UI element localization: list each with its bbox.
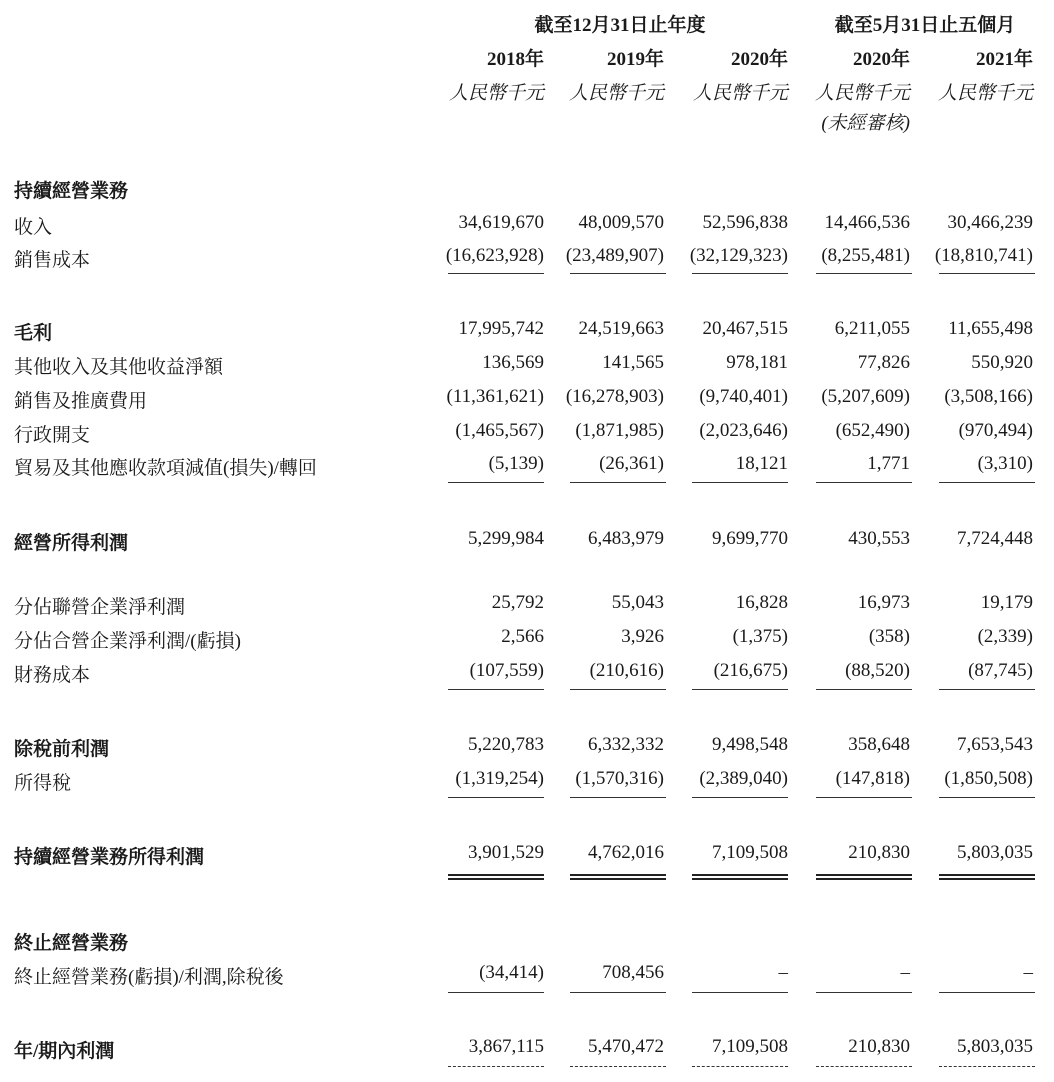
- row-admin-expenses-label: 行政開支: [14, 425, 91, 446]
- row-profit-continuing-label: 持續經營業務所得利潤: [14, 847, 205, 868]
- header-unit-2020: 人民幣千元: [692, 83, 788, 104]
- row-discontinued-result-value-2: –: [778, 962, 788, 983]
- row-other-income-value-2: 978,181: [726, 352, 788, 373]
- rule-after-impairment-2: [692, 482, 788, 483]
- row-income-tax-value-3: (147,818): [835, 768, 910, 789]
- rule-after-finance-costs-4: [939, 689, 1035, 690]
- row-other-income-value-0: 136,569: [482, 352, 544, 373]
- section-discontinued-operations-label: 終止經營業務: [14, 933, 129, 954]
- row-discontinued-result-label: 終止經營業務(虧損)/利潤,除稅後: [14, 967, 284, 988]
- header-unit-2018: 人民幣千元: [448, 83, 544, 104]
- row-cost-of-sales-value-2: (32,129,323): [689, 245, 788, 266]
- row-selling-expenses-value-4: (3,508,166): [944, 386, 1033, 407]
- header-year-2021-interim: 2021年: [975, 49, 1033, 70]
- row-other-income-value-3: 77,826: [857, 352, 910, 373]
- rule-after-cost-of-sales-0: [448, 273, 544, 274]
- row-discontinued-result-value-4: –: [1023, 962, 1033, 983]
- rule-after-discontinued-0: [448, 992, 544, 993]
- header-group-five-months: 截至5月31日止五個月: [834, 15, 1016, 36]
- rule-after-cost-of-sales-4: [939, 273, 1035, 274]
- row-profit-before-tax-value-4: 7,653,543: [957, 734, 1033, 755]
- rule-after-impairment-0: [448, 482, 544, 483]
- row-cost-of-sales-value-3: (8,255,481): [821, 245, 910, 266]
- row-selling-expenses-label: 銷售及推廣費用: [14, 391, 148, 412]
- row-other-income-value-4: 550,920: [971, 352, 1033, 373]
- double-rule-continuing-profit-0: [448, 874, 544, 880]
- header-unaudited-note: (未經審核): [821, 113, 910, 134]
- header-unit-2020-interim: 人民幣千元: [814, 83, 910, 104]
- row-other-income-label: 其他收入及其他收益淨額: [14, 357, 224, 378]
- row-income-tax-value-0: (1,319,254): [455, 768, 544, 789]
- row-operating-profit-value-2: 9,699,770: [712, 528, 788, 549]
- row-profit-continuing-value-1: 4,762,016: [588, 842, 664, 863]
- row-admin-expenses-value-0: (1,465,567): [455, 420, 544, 441]
- row-operating-profit-value-4: 7,724,448: [957, 528, 1033, 549]
- rule-after-income-tax-3: [816, 797, 912, 798]
- row-profit-continuing-value-3: 210,830: [848, 842, 910, 863]
- rule-after-finance-costs-0: [448, 689, 544, 690]
- rule-after-finance-costs-3: [816, 689, 912, 690]
- row-gross-profit-value-4: 11,655,498: [948, 318, 1033, 339]
- rule-after-cost-of-sales-2: [692, 273, 788, 274]
- row-gross-profit-label: 毛利: [14, 323, 53, 344]
- row-revenue-value-0: 34,619,670: [458, 212, 544, 233]
- double-rule-continuing-profit-4: [939, 874, 1035, 880]
- row-admin-expenses-value-2: (2,023,646): [699, 420, 788, 441]
- rule-after-finance-costs-2: [692, 689, 788, 690]
- row-discontinued-result-value-0: (34,414): [479, 962, 544, 983]
- row-receivables-impairment-value-4: (3,310): [977, 453, 1033, 474]
- row-profit-continuing-value-2: 7,109,508: [712, 842, 788, 863]
- rule-after-discontinued-3: [816, 992, 912, 993]
- row-share-joint-ventures-value-1: 3,926: [621, 626, 664, 647]
- row-cost-of-sales-value-1: (23,489,907): [565, 245, 664, 266]
- row-operating-profit-value-1: 6,483,979: [588, 528, 664, 549]
- row-profit-for-period-value-0: 3,867,115: [468, 1036, 544, 1057]
- rule-after-income-tax-1: [570, 797, 666, 798]
- header-year-2019: 2019年: [606, 49, 664, 70]
- row-profit-for-period-label: 年/期內利潤: [14, 1041, 115, 1062]
- row-profit-for-period-value-2: 7,109,508: [712, 1036, 788, 1057]
- row-profit-before-tax-label: 除稅前利潤: [14, 739, 110, 760]
- row-share-joint-ventures-value-4: (2,339): [977, 626, 1033, 647]
- row-profit-before-tax-value-1: 6,332,332: [588, 734, 664, 755]
- rule-after-discontinued-2: [692, 992, 788, 993]
- row-admin-expenses-value-1: (1,871,985): [575, 420, 664, 441]
- row-share-associates-value-3: 16,973: [857, 592, 910, 613]
- dashed-rule-period-profit-4: [939, 1066, 1035, 1067]
- header-year-2020: 2020年: [730, 49, 788, 70]
- header-unit-2019: 人民幣千元: [568, 83, 664, 104]
- rule-after-impairment-3: [816, 482, 912, 483]
- row-admin-expenses-value-4: (970,494): [958, 420, 1033, 441]
- row-income-tax-value-4: (1,850,508): [944, 768, 1033, 789]
- rule-after-discontinued-4: [939, 992, 1035, 993]
- rule-after-impairment-1: [570, 482, 666, 483]
- row-share-joint-ventures-label: 分佔合營企業淨利潤/(虧損): [14, 631, 241, 652]
- row-profit-for-period-value-1: 5,470,472: [588, 1036, 664, 1057]
- row-operating-profit-value-3: 430,553: [848, 528, 910, 549]
- rule-after-income-tax-4: [939, 797, 1035, 798]
- row-share-associates-value-2: 16,828: [735, 592, 788, 613]
- row-revenue-value-1: 48,009,570: [578, 212, 664, 233]
- row-income-tax-value-2: (2,389,040): [699, 768, 788, 789]
- row-selling-expenses-value-1: (16,278,903): [565, 386, 664, 407]
- row-profit-for-period-value-3: 210,830: [848, 1036, 910, 1057]
- row-finance-costs-value-4: (87,745): [968, 660, 1033, 681]
- row-share-joint-ventures-value-2: (1,375): [732, 626, 788, 647]
- row-income-tax-value-1: (1,570,316): [575, 768, 664, 789]
- row-operating-profit-label: 經營所得利潤: [14, 533, 129, 554]
- rule-after-discontinued-1: [570, 992, 666, 993]
- row-share-associates-value-4: 19,179: [980, 592, 1033, 613]
- row-other-income-value-1: 141,565: [602, 352, 664, 373]
- rule-after-impairment-4: [939, 482, 1035, 483]
- header-year-2020-interim: 2020年: [852, 49, 910, 70]
- double-rule-continuing-profit-1: [570, 874, 666, 880]
- row-finance-costs-label: 財務成本: [14, 665, 91, 686]
- row-cost-of-sales-value-4: (18,810,741): [934, 245, 1033, 266]
- row-revenue-value-2: 52,596,838: [702, 212, 788, 233]
- double-rule-continuing-profit-2: [692, 874, 788, 880]
- row-income-tax-label: 所得稅: [14, 773, 72, 794]
- row-selling-expenses-value-0: (11,361,621): [446, 386, 544, 407]
- row-share-joint-ventures-value-0: 2,566: [501, 626, 544, 647]
- row-finance-costs-value-3: (88,520): [845, 660, 910, 681]
- row-share-associates-label: 分佔聯營企業淨利潤: [14, 597, 186, 618]
- header-unit-2021-interim: 人民幣千元: [937, 83, 1033, 104]
- row-revenue-value-3: 14,466,536: [824, 212, 910, 233]
- row-profit-before-tax-value-2: 9,498,548: [712, 734, 788, 755]
- rule-after-income-tax-2: [692, 797, 788, 798]
- row-revenue-value-4: 30,466,239: [947, 212, 1033, 233]
- header-year-2018: 2018年: [486, 49, 544, 70]
- row-receivables-impairment-label: 貿易及其他應收款項減值(損失)/轉回: [14, 458, 317, 479]
- rule-after-finance-costs-1: [570, 689, 666, 690]
- double-rule-continuing-profit-3: [816, 874, 912, 880]
- row-share-associates-value-1: 55,043: [611, 592, 664, 613]
- row-discontinued-result-value-1: 708,456: [602, 962, 664, 983]
- row-profit-for-period-value-4: 5,803,035: [957, 1036, 1033, 1057]
- row-gross-profit-value-2: 20,467,515: [702, 318, 788, 339]
- section-continuing-operations-label: 持續經營業務: [14, 181, 129, 202]
- row-admin-expenses-value-3: (652,490): [835, 420, 910, 441]
- row-finance-costs-value-0: (107,559): [469, 660, 544, 681]
- row-discontinued-result-value-3: –: [900, 962, 910, 983]
- row-finance-costs-value-1: (210,616): [589, 660, 664, 681]
- row-finance-costs-value-2: (216,675): [713, 660, 788, 681]
- row-receivables-impairment-value-3: 1,771: [867, 453, 910, 474]
- rule-after-income-tax-0: [448, 797, 544, 798]
- row-selling-expenses-value-2: (9,740,401): [699, 386, 788, 407]
- row-cost-of-sales-label: 銷售成本: [14, 250, 91, 271]
- row-gross-profit-value-3: 6,211,055: [834, 318, 910, 339]
- row-profit-continuing-value-0: 3,901,529: [468, 842, 544, 863]
- rule-after-cost-of-sales-3: [816, 273, 912, 274]
- row-gross-profit-value-1: 24,519,663: [578, 318, 664, 339]
- row-share-associates-value-0: 25,792: [491, 592, 544, 613]
- row-profit-before-tax-value-3: 358,648: [848, 734, 910, 755]
- rule-after-cost-of-sales-1: [570, 273, 666, 274]
- row-operating-profit-value-0: 5,299,984: [468, 528, 544, 549]
- row-selling-expenses-value-3: (5,207,609): [821, 386, 910, 407]
- row-gross-profit-value-0: 17,995,742: [458, 318, 544, 339]
- row-receivables-impairment-value-2: 18,121: [735, 453, 788, 474]
- row-profit-before-tax-value-0: 5,220,783: [468, 734, 544, 755]
- row-revenue-label: 收入: [14, 217, 53, 238]
- header-group-annual: 截至12月31日止年度: [534, 15, 706, 36]
- dashed-rule-period-profit-3: [816, 1066, 912, 1067]
- dashed-rule-period-profit-2: [692, 1066, 788, 1067]
- row-receivables-impairment-value-0: (5,139): [488, 453, 544, 474]
- dashed-rule-period-profit-0: [448, 1066, 544, 1067]
- row-share-joint-ventures-value-3: (358): [868, 626, 910, 647]
- dashed-rule-period-profit-1: [570, 1066, 666, 1067]
- row-cost-of-sales-value-0: (16,623,928): [445, 245, 544, 266]
- row-receivables-impairment-value-1: (26,361): [599, 453, 664, 474]
- row-profit-continuing-value-4: 5,803,035: [957, 842, 1033, 863]
